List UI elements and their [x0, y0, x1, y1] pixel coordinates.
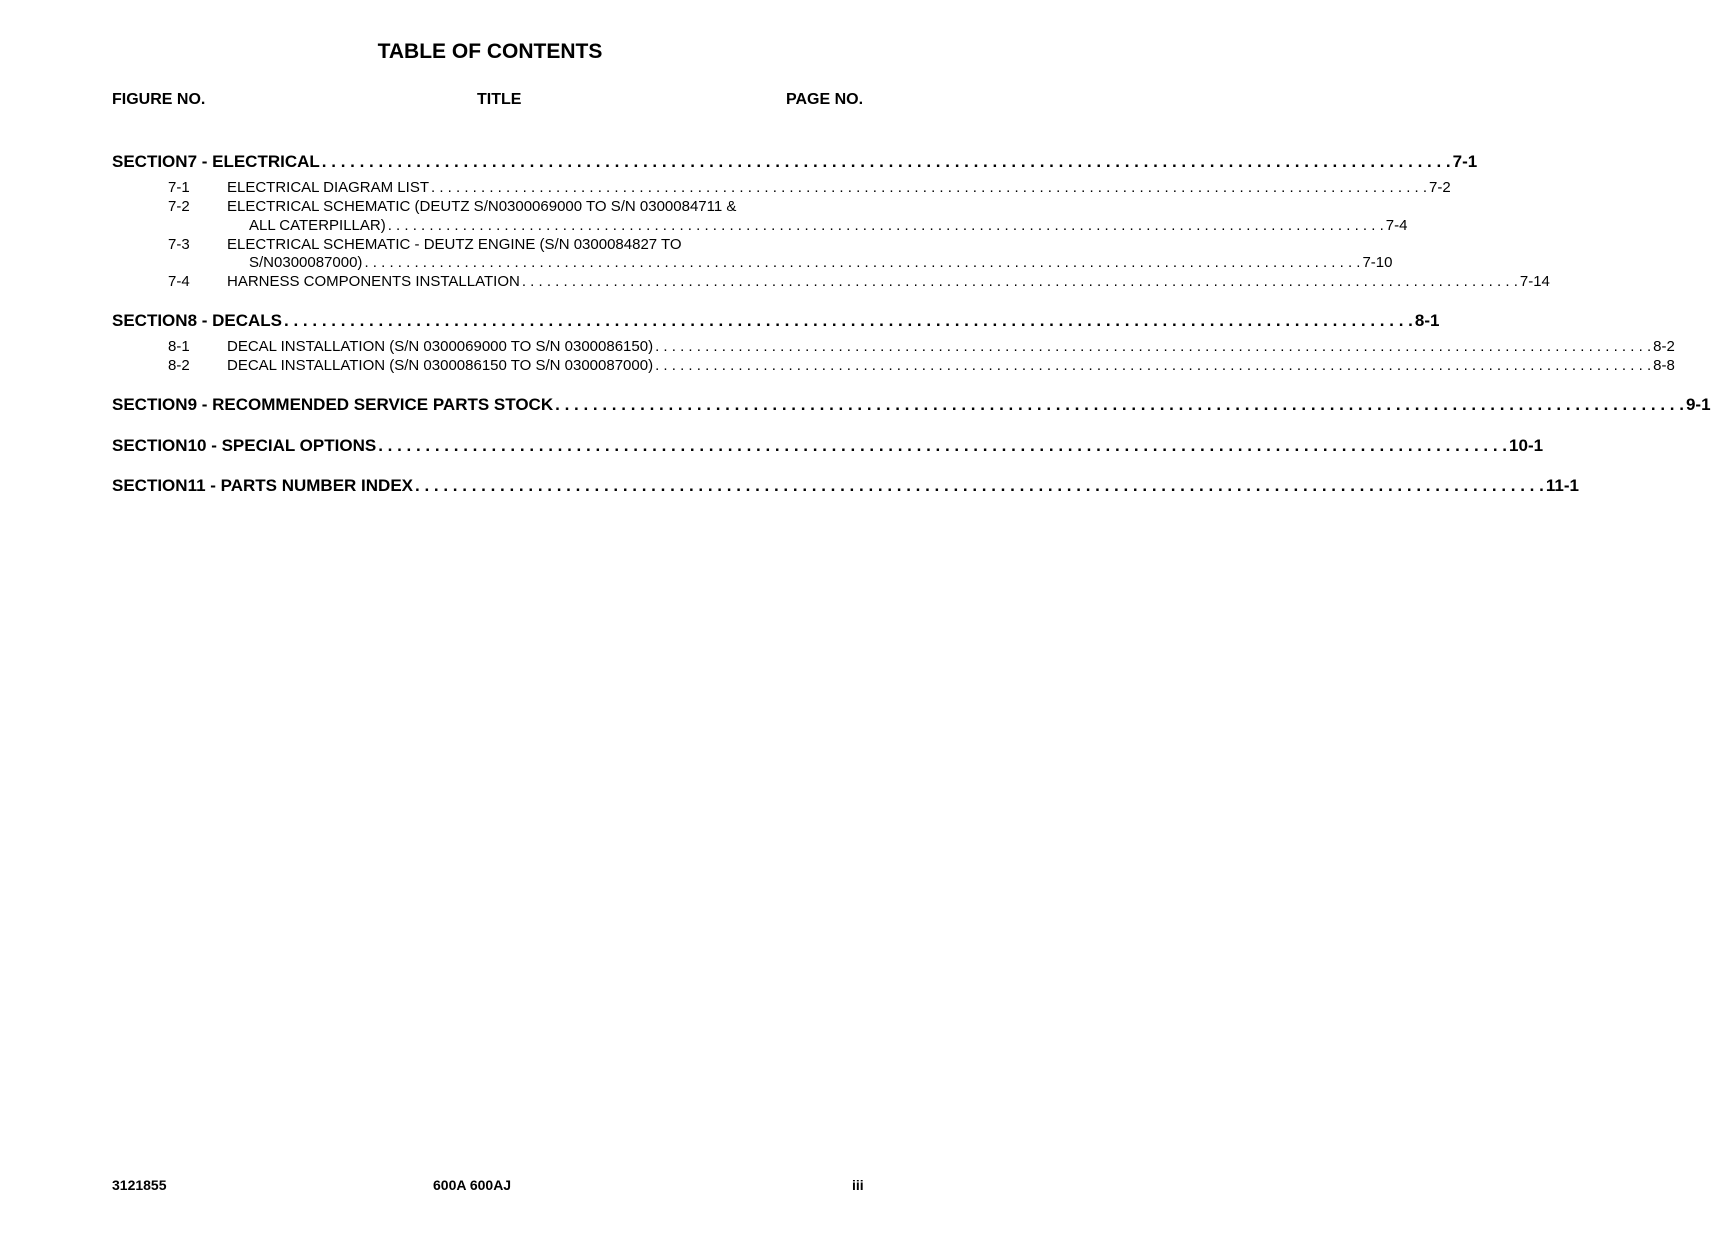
- toc-figure-7-1[interactable]: [227, 179, 1451, 196]
- section-page: 10-1: [1509, 436, 1544, 455]
- section-page: 7-1: [1452, 152, 1478, 171]
- figure-page: 7-2: [1429, 179, 1451, 196]
- dot-leader: . . . . . . . . . . . . . . . . . . . . . . . . . . . . . . . . . . . . . . . . . . . . . . . . . . . . . . . . . . . . . . . . . . . . . . . . . . . . . . . . . . . . . . . . . . . . . . . . . . . . . . . . . . . . . . . . . . . . . . . .: [284, 311, 1413, 330]
- section-page: 11-1: [1545, 476, 1579, 495]
- toc-section-9[interactable]: [112, 395, 1711, 415]
- dot-leader: . . . . . . . . . . . . . . . . . . . . . . . . . . . . . . . . . . . . . . . . . . . . . . . . . . . . . . . . . . . . . . . . . . . . . . . . . . . . . . . . . . . . . . . . . . . . . . . . . . . . . . . . . . . . . . . . . . . . . . . .: [555, 395, 1684, 414]
- section-label: SECTION: [112, 436, 188, 455]
- figure-title: ELECTRICAL SCHEMATIC - DEUTZ ENGINE (S/N 0300084827 TO: [227, 236, 682, 253]
- page-title: TABLE OF CONTENTS: [377, 40, 603, 63]
- figure-number: 7-1: [168, 179, 190, 196]
- figure-number: 7-4: [168, 273, 190, 290]
- figure-title: ELECTRICAL DIAGRAM LIST: [227, 179, 429, 196]
- figure-page: 7-4: [1385, 217, 1408, 234]
- section-label: SECTION: [112, 311, 188, 330]
- toc-figure-7-3[interactable]: [249, 254, 1393, 271]
- figure-number: 7-2: [168, 198, 190, 215]
- figure-title-cont: ALL CATERPILLAR): [249, 217, 386, 234]
- dot-leader: . . . . . . . . . . . . . . . . . . . . . . . . . . . . . . . . . . . . . . . . . . . . . . . . . . . . . . . . . . . . . . . . . . . . . . . . . . . . . . . . . . . . . . . . . . . . . . . . . . . . . . . . . . . . . . . . . . . . . . . .: [521, 273, 1518, 290]
- toc-section-11[interactable]: [112, 476, 1579, 496]
- section-title: 9 - RECOMMENDED SERVICE PARTS STOCK: [187, 395, 554, 414]
- figure-no-header: FIGURE NO.: [112, 91, 206, 108]
- figure-page: 8-8: [1653, 357, 1675, 374]
- section-title: 11 - PARTS NUMBER INDEX: [187, 476, 414, 495]
- dot-leader: . . . . . . . . . . . . . . . . . . . . . . . . . . . . . . . . . . . . . . . . . . . . . . . . . . . . . . . . . . . . . . . . . . . . . . . . . . . . . . . . . . . . . . . . . . . . . . . . . . . . . . . . . . . . . . . . . . . . . . . .: [378, 436, 1508, 455]
- toc-section-7[interactable]: [112, 152, 1478, 172]
- section-title: 10 - SPECIAL OPTIONS: [187, 436, 377, 455]
- toc-figure-7-2[interactable]: [249, 217, 1408, 234]
- figure-title: DECAL INSTALLATION (S/N 0300069000 TO S/N 0300086150): [227, 338, 654, 355]
- figure-number: 8-2: [168, 357, 190, 374]
- figure-page: 7-10: [1362, 254, 1393, 271]
- dot-leader: . . . . . . . . . . . . . . . . . . . . . . . . . . . . . . . . . . . . . . . . . . . . . . . . . . . . . . . . . . . . . . . . . . . . . . . . . . . . . . . . . . . . . . . . . . . . . . . . . . . . . . . . . . . . . . . . . . . . . . . .: [364, 254, 1361, 271]
- toc-figure-7-4[interactable]: [227, 273, 1550, 290]
- section-label: SECTION: [112, 152, 188, 171]
- footer-page-number: iii: [852, 1177, 864, 1193]
- figure-title-cont: S/N0300087000): [249, 254, 363, 271]
- footer-model: 600A 600AJ: [433, 1177, 512, 1193]
- footer-doc-number: 3121855: [112, 1177, 167, 1193]
- section-title: 8 - DECALS: [187, 311, 283, 330]
- section-label: SECTION: [112, 395, 188, 414]
- dot-leader: . . . . . . . . . . . . . . . . . . . . . . . . . . . . . . . . . . . . . . . . . . . . . . . . . . . . . . . . . . . . . . . . . . . . . . . . . . . . . . . . . . . . . . . . . . . . . . . . . . . . . . . . . . . . . . . . . . . . . . . .: [655, 357, 1652, 374]
- dot-leader: . . . . . . . . . . . . . . . . . . . . . . . . . . . . . . . . . . . . . . . . . . . . . . . . . . . . . . . . . . . . . . . . . . . . . . . . . . . . . . . . . . . . . . . . . . . . . . . . . . . . . . . . . . . . . . . . . . . . . . . .: [321, 152, 1451, 171]
- section-label: SECTION: [112, 476, 188, 495]
- dot-leader: . . . . . . . . . . . . . . . . . . . . . . . . . . . . . . . . . . . . . . . . . . . . . . . . . . . . . . . . . . . . . . . . . . . . . . . . . . . . . . . . . . . . . . . . . . . . . . . . . . . . . . . . . . . . . . . . . . . . . . . .: [387, 217, 1384, 234]
- toc-figure-8-1[interactable]: [227, 338, 1675, 355]
- toc-section-10[interactable]: [112, 436, 1544, 456]
- section-page: 9-1: [1685, 395, 1711, 414]
- figure-title: ELECTRICAL SCHEMATIC (DEUTZ S/N0300069000 TO S/N 0300084711 &: [227, 198, 737, 215]
- section-title: 7 - ELECTRICAL: [187, 152, 320, 171]
- toc-section-8[interactable]: [112, 311, 1440, 331]
- figure-number: 8-1: [168, 338, 190, 355]
- page-no-header: PAGE NO.: [786, 91, 864, 108]
- title-header: TITLE: [477, 91, 522, 108]
- dot-leader: . . . . . . . . . . . . . . . . . . . . . . . . . . . . . . . . . . . . . . . . . . . . . . . . . . . . . . . . . . . . . . . . . . . . . . . . . . . . . . . . . . . . . . . . . . . . . . . . . . . . . . . . . . . . . . . . . . . . . . . .: [431, 179, 1428, 196]
- toc-figure-8-2[interactable]: [227, 357, 1675, 374]
- figure-page: 7-14: [1519, 273, 1550, 290]
- figure-title: HARNESS COMPONENTS INSTALLATION: [227, 273, 520, 290]
- dot-leader: . . . . . . . . . . . . . . . . . . . . . . . . . . . . . . . . . . . . . . . . . . . . . . . . . . . . . . . . . . . . . . . . . . . . . . . . . . . . . . . . . . . . . . . . . . . . . . . . . . . . . . . . . . . . . . . . . . . . . . . .: [415, 476, 1544, 495]
- dot-leader: . . . . . . . . . . . . . . . . . . . . . . . . . . . . . . . . . . . . . . . . . . . . . . . . . . . . . . . . . . . . . . . . . . . . . . . . . . . . . . . . . . . . . . . . . . . . . . . . . . . . . . . . . . . . . . . . . . . . . . . .: [655, 338, 1652, 355]
- figure-title: DECAL INSTALLATION (S/N 0300086150 TO S/N 0300087000): [227, 357, 654, 374]
- section-page: 8-1: [1414, 311, 1440, 330]
- figure-number: 7-3: [168, 236, 190, 253]
- figure-page: 8-2: [1653, 338, 1675, 355]
